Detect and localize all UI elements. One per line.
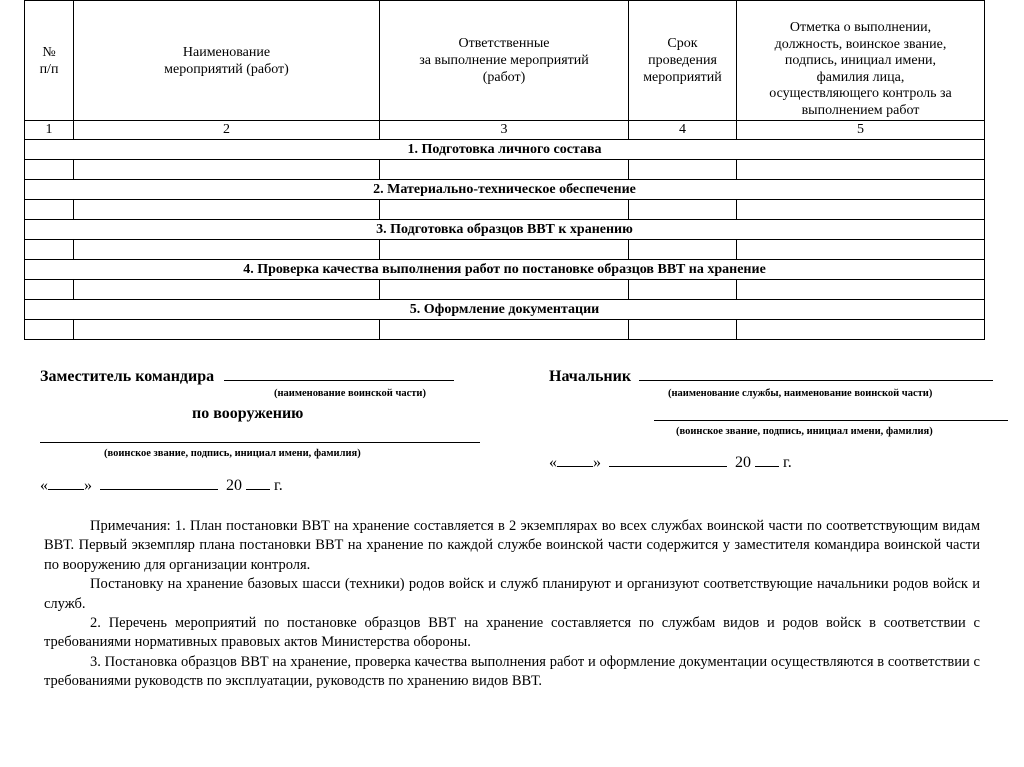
header-number: № п/п [25,1,74,121]
table-row [25,280,985,300]
section-title: 5. Оформление документации [25,300,985,320]
table-cell[interactable] [629,320,737,340]
section-row [25,220,985,240]
table-cell[interactable] [74,200,380,220]
day-line[interactable] [557,452,593,467]
table-cell[interactable] [25,280,74,300]
table-row [25,160,985,180]
header-activity-name: Наименование мероприятий (работ) [74,1,380,121]
table-header-row [25,1,985,121]
section-title: 4. Проверка качества выполнения работ по постановке образцов ВВТ на хранение [25,260,985,280]
table-cell[interactable] [737,160,985,180]
section-row [25,300,985,320]
column-number: 1 [25,121,74,140]
table-cell[interactable] [629,280,737,300]
table-cell[interactable] [380,200,629,220]
unit-name-line[interactable] [224,366,454,381]
note-paragraph: 3. Постановка образцов ВВТ на хранение, проверка качества выполнения работ и оформление документации осуществляются в соответствии с требованиями руководств по эксплуатации, руководств по хранению видов ВВТ. [44,653,980,690]
section-title: 2. Материально-техническое обеспечение [25,180,985,200]
header-responsible: Ответственные за выполнение мероприятий (работ) [380,1,629,121]
year-line[interactable] [246,475,270,490]
column-number: 4 [629,121,737,140]
right-date: « » 20 г. [549,454,792,471]
left-date: « » 20 г. [40,477,283,494]
section-row [25,140,985,160]
section-row [25,260,985,280]
table-cell[interactable] [380,320,629,340]
table-cell[interactable] [74,320,380,340]
table-cell[interactable] [25,320,74,340]
section-title: 1. Подготовка личного состава [25,140,985,160]
header-deadline: Срок проведения мероприятий [629,1,737,121]
plan-table [24,0,985,340]
table-cell[interactable] [629,240,737,260]
section-title: 3. Подготовка образцов ВВТ к хранению [25,220,985,240]
table-cell[interactable] [737,320,985,340]
left-person-caption: (воинское звание, подпись, инициал имени, фамилия) [104,448,361,459]
left-unit-caption: (наименование воинской части) [274,388,426,399]
table-cell[interactable] [380,240,629,260]
note-paragraph: Постановку на хранение базовых шасси (техники) родов войск и служб планируют и организуют соответствующие начальники родов войск и служб. [44,576,980,612]
table-cell[interactable] [25,240,74,260]
table-cell[interactable] [74,280,380,300]
table-cell[interactable] [737,200,985,220]
right-person-line[interactable] [654,406,1008,421]
note-paragraph: 2. Перечень мероприятий по постановке образцов ВВТ на хранение составляется по службам видов и родов войск в соответствии с требованиями нормативных правовых актов Министерства обороны. [44,615,980,651]
month-line[interactable] [100,475,218,490]
table-row [25,200,985,220]
table-cell[interactable] [380,160,629,180]
column-number: 3 [380,121,629,140]
table-cell[interactable] [74,160,380,180]
table-cell[interactable] [25,160,74,180]
table-cell[interactable] [737,280,985,300]
section-row [25,180,985,200]
table-cell[interactable] [25,200,74,220]
table-cell[interactable] [74,240,380,260]
day-line[interactable] [48,475,84,490]
left-signature-title2: по вооружению [192,405,304,422]
notes-label: Примечания [90,518,167,534]
table-cell[interactable] [629,160,737,180]
service-name-line[interactable] [639,366,993,381]
right-unit-caption: (наименование службы, наименование воинской части) [668,388,933,399]
left-signature-title: Заместитель командира [40,366,454,386]
column-number: 2 [74,121,380,140]
month-line[interactable] [609,452,727,467]
header-completion-mark: Отметка о выполнении, должность, воинское звание, подпись, инициал имени, фамилия лица, осуществляющего контроль за выполнением работ [737,1,985,121]
table-cell[interactable] [629,200,737,220]
right-person-caption: (воинское звание, подпись, инициал имени, фамилия) [676,426,933,437]
table-row [25,240,985,260]
left-person-line[interactable] [40,428,480,443]
note-paragraph: Примечания: 1. План постановки ВВТ на хранение составляется в 2 экземплярах во всех службах воинской части по соответствующим видам ВВТ. Первый экземпляр плана постановки ВВТ на хранение по каждой службе воинской части содержится у заместителя командира воинской части по вооружению для организации контроля. [44,518,980,573]
table-cell[interactable] [737,240,985,260]
right-signature-title: Начальник [549,366,993,386]
table-cell[interactable] [380,280,629,300]
column-numbers-row [25,121,985,140]
notes-section [44,517,980,692]
column-number: 5 [737,121,985,140]
table-row [25,320,985,340]
year-line[interactable] [755,452,779,467]
